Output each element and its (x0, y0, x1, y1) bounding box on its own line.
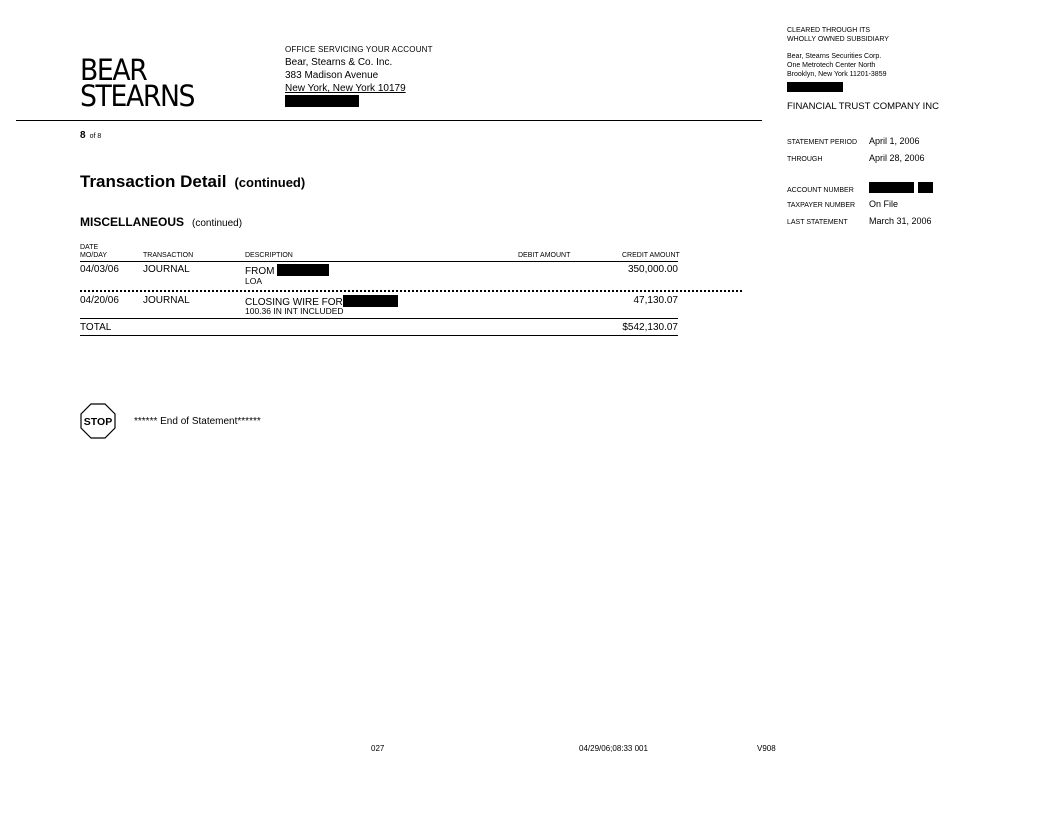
taxpayer-value: On File (869, 199, 899, 209)
footer-left: 027 (371, 744, 385, 753)
row2-desc-text: CLOSING WIRE FOR (245, 297, 343, 308)
redaction-box (277, 264, 329, 276)
through-label: THROUGH (787, 156, 823, 163)
header-debit: DEBIT AMOUNT (518, 252, 571, 259)
row1-date: 04/03/06 (80, 264, 119, 275)
page-title (80, 172, 305, 192)
account-label: ACCOUNT NUMBER (787, 187, 854, 194)
clearing-addr-3: Brooklyn, New York 11201-3859 (787, 71, 887, 78)
bear-stearns-logo (80, 53, 195, 113)
clearing-address (787, 52, 887, 79)
row1-transaction: JOURNAL (143, 264, 190, 275)
redaction-box (343, 295, 398, 307)
header-date (80, 244, 107, 260)
header-date-bottom: MO/DAY (80, 252, 108, 259)
stop-label: STOP (83, 416, 113, 428)
office-line-2: 383 Madison Avenue (285, 70, 379, 81)
clearing-block (787, 26, 889, 44)
footer-middle: 04/29/06;08:33 001 (579, 744, 648, 753)
row2-transaction: JOURNAL (143, 295, 190, 306)
period-value: April 1, 2006 (869, 136, 920, 146)
stop-sign-icon (80, 403, 116, 439)
account-name: FINANCIAL TRUST COMPANY INC (787, 101, 940, 112)
office-line-3: New York, New York 10179 (285, 83, 406, 94)
redaction-box (869, 182, 914, 193)
period-label: STATEMENT PERIOD (787, 139, 858, 146)
clearing-addr-1: Bear, Stearns Securities Corp. (787, 53, 882, 60)
total-rule-top (80, 318, 678, 319)
header-rule (16, 120, 762, 121)
row1-credit: 350,000.00 (627, 264, 678, 275)
redaction-box (285, 95, 359, 107)
page-number (80, 130, 101, 141)
end-of-statement: ****** End of Statement****** (134, 416, 261, 427)
footer-right: V908 (757, 744, 776, 753)
header-description: DESCRIPTION (245, 252, 293, 259)
last-statement-label: LAST STATEMENT (787, 219, 848, 226)
clearing-line-1: CLEARED THROUGH ITS (787, 27, 871, 34)
row-separator (80, 290, 742, 292)
last-statement-value: March 31, 2006 (869, 216, 932, 226)
total-label: TOTAL (80, 322, 112, 333)
page-current: 8 (80, 130, 86, 141)
total-value: $542,130.07 (622, 322, 678, 333)
clearing-line-2: WHOLLY OWNED SUBSIDIARY (787, 36, 889, 43)
table-header-rule (80, 261, 678, 262)
office-line-1: Bear, Stearns & Co. Inc. (285, 57, 393, 68)
title-continued: (continued) (234, 175, 306, 190)
through-value: April 28, 2006 (869, 153, 925, 163)
header-date-top: DATE (80, 244, 99, 251)
row1-desc-line2: LOA (245, 276, 263, 286)
total-rule-bottom (80, 335, 678, 336)
section-main: MISCELLANEOUS (80, 215, 185, 229)
row2-desc-line2: 100.36 IN INT INCLUDED (245, 306, 344, 316)
taxpayer-label: TAXPAYER NUMBER (787, 202, 856, 209)
clearing-addr-2: One Metrotech Center North (787, 62, 876, 69)
header-credit: CREDIT AMOUNT (622, 252, 680, 259)
row1-desc-text: FROM (245, 266, 275, 277)
section-continued: (continued) (192, 218, 243, 229)
redaction-box (918, 182, 933, 193)
row2-credit: 47,130.07 (633, 295, 678, 306)
office-header: OFFICE SERVICING YOUR ACCOUNT (285, 45, 433, 54)
section-title (80, 215, 242, 229)
logo-line-2: STEARNS (80, 79, 195, 113)
page-total: of 8 (89, 133, 102, 140)
title-main: Transaction Detail (80, 172, 227, 191)
office-block (285, 43, 433, 111)
row2-date: 04/20/06 (80, 295, 119, 306)
redaction-box (787, 82, 843, 92)
logo-line-1: BEAR (80, 53, 147, 87)
header-transaction: TRANSACTION (143, 252, 194, 259)
